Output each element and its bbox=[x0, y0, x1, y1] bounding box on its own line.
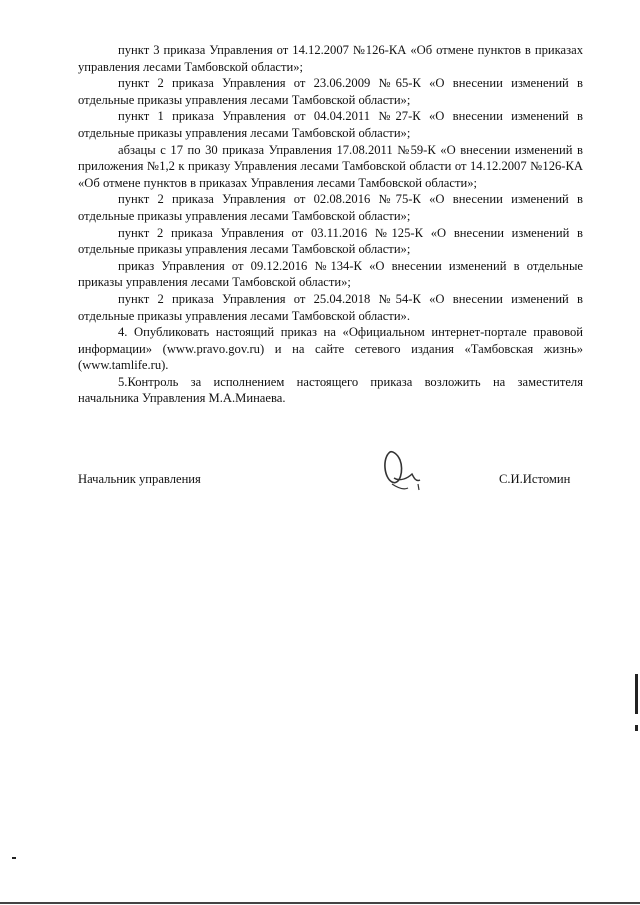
paragraph-item-8: пункт 2 приказа Управления от 25.04.2018 №54-К «О внесении изменений в отдельные приказы управления лесами Тамбовской области». bbox=[78, 291, 583, 323]
paragraph-item-3: пункт 1 приказа Управления от 04.04.2011 №27-К «О внесении изменений в отдельные приказы управления лесами Тамбовской области»; bbox=[78, 109, 583, 140]
paragraph-item-7: приказ Управления от 09.12.2016 №134-К «О внесении изменений в отдельные приказы управления лесами Тамбовской области»; bbox=[78, 258, 583, 290]
scan-edge-mark-right-1 bbox=[635, 674, 638, 714]
paragraph-publish: 4. Опубликовать настоящий приказ на «Официальном интернет-портале правовой информации» (www.pravo.gov.ru) и на сайте сетевого издания «Тамбовская жизнь» (www.tamlife.ru). bbox=[78, 325, 583, 373]
paragraph-item-1: пункт 3 приказа Управления от 14.12.2007 №126-КА «Об отмене пунктов в приказах управления лесами Тамбовской области»; bbox=[78, 43, 583, 74]
paragraph-item-5: пункт 2 приказа Управления от 02.08.2016 №75-К «О внесении изменений в отдельные приказы управления лесами Тамбовской области»; bbox=[78, 192, 583, 223]
paragraph-item-6: пункт 2 приказа Управления от 03.11.2016 №125-К «О внесении изменений в отдельные приказы управления лесами Тамбовской области»; bbox=[78, 225, 583, 257]
paragraph-control: 5.Контроль за исполнением настоящего приказа возложить на заместителя начальника Управления М.А.Минаева. bbox=[78, 374, 583, 406]
scan-edge-mark-left bbox=[12, 857, 16, 859]
scan-edge-mark-bottom bbox=[0, 902, 640, 904]
document-body bbox=[78, 42, 583, 407]
signer-name: С.И.Истомин bbox=[499, 472, 571, 486]
paragraph-item-4: абзацы с 17 по 30 приказа Управления 17.08.2011 №59-К «О внесении изменений в приложения №1,2 к приказу Управления лесами Тамбовской области от 14.12.2007 №126-КА «Об отмене пунктов в приказах Управления лесами Тамбовской области»; bbox=[78, 142, 583, 190]
scan-edge-mark-right-2 bbox=[635, 725, 638, 731]
handwritten-signature bbox=[378, 448, 428, 494]
paragraph-item-2: пункт 2 приказа Управления от 23.06.2009 №65-К «О внесении изменений в отдельные приказы управления лесами Тамбовской области»; bbox=[78, 76, 583, 107]
signer-position: Начальник управления bbox=[78, 472, 201, 486]
